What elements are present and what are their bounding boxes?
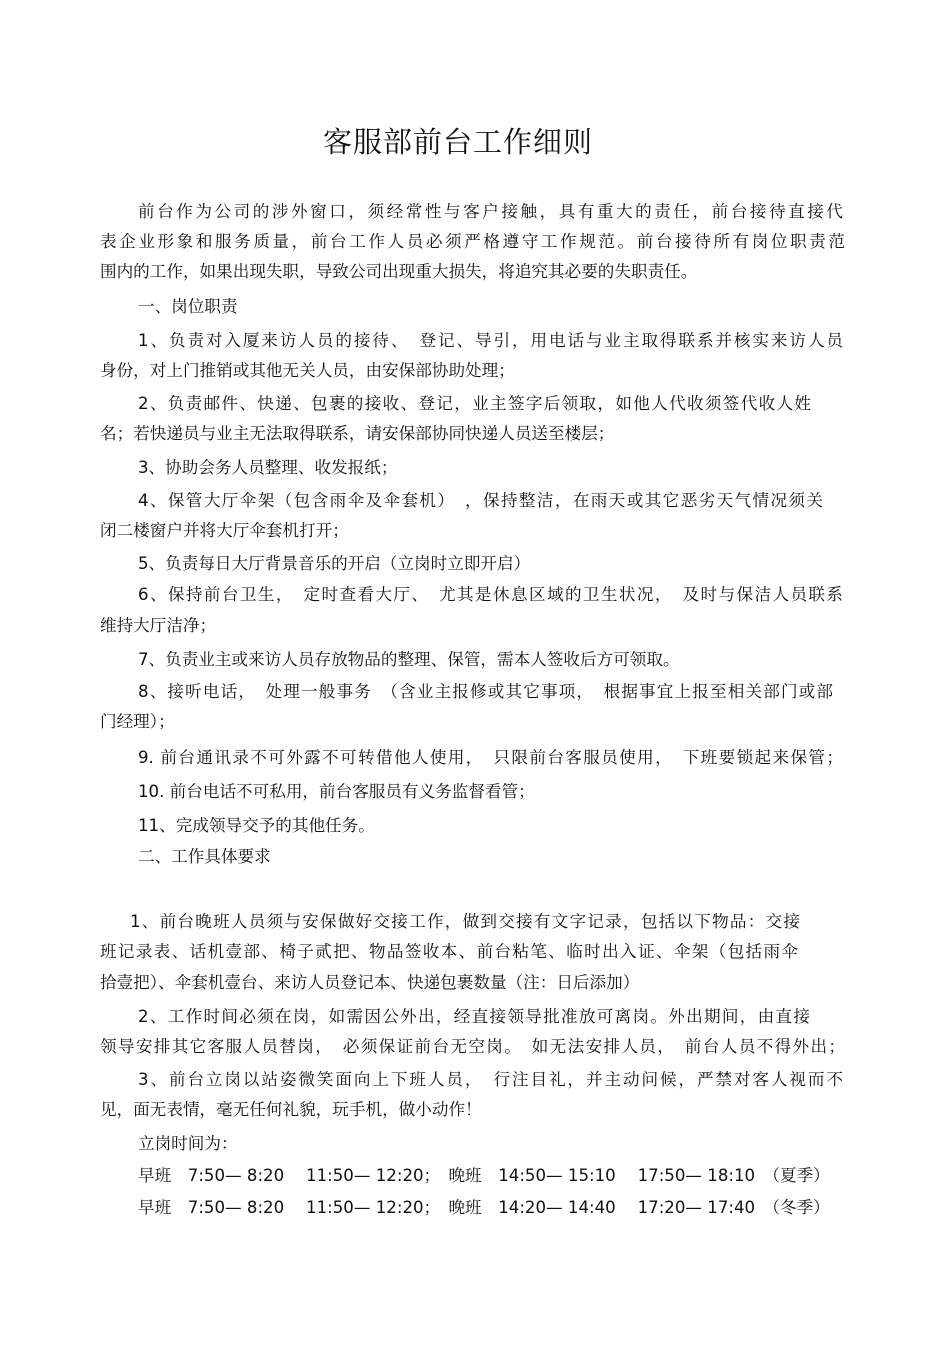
- duty-item-cont: 闭二楼窗户并将大厅伞套机打开；: [100, 521, 349, 540]
- requirement-item: 3、前台立岗以站姿微笑面向上下班人员， 行注目礼，并主动问候，严禁对客人视而不: [138, 1070, 843, 1089]
- duty-item: 10. 前台电话不可私用，前台客服员有义务监督看管；: [138, 782, 535, 801]
- duty-item: 9. 前台通讯录不可外露不可转借他人使用， 只限前台客服员使用， 下班要锁起来保管；: [138, 748, 843, 767]
- duty-item: 7、负责业主或来访人员存放物品的整理、保管，需本人签收后方可领取。: [138, 650, 680, 669]
- duty-item: 2、负责邮件、快递、包裹的接收、登记，业主签字后领取，如他人代收须签代收人姓: [138, 394, 811, 413]
- duty-item: 5、负责每日大厅背景音乐的开启（立岗时立即开启）: [138, 554, 531, 573]
- section-heading: 一、岗位职责: [138, 297, 238, 316]
- schedule-heading: 立岗时间为：: [138, 1134, 238, 1153]
- requirement-item-cont: 见，面无表情，毫无任何礼貌，玩手机，做小动作！: [100, 1100, 482, 1119]
- document-title: 客服部前台工作细则: [322, 125, 593, 159]
- duty-item-cont: 门经理）；: [100, 712, 175, 731]
- duty-item: 3、协助会务人员整理、收发报纸；: [138, 458, 398, 477]
- duty-item-cont: 维持大厅洁净；: [100, 616, 217, 635]
- requirement-item-cont: 领导安排其它客服人员替岗， 必须保证前台无空岗。 如无法安排人员， 前台人员不得外出；: [100, 1037, 845, 1056]
- requirement-item: 2、工作时间必须在岗，如需因公外出，经直接领导批准放可离岗。外出期间，由直接: [138, 1007, 810, 1026]
- duty-item: 11、完成领导交予的其他任务。: [138, 816, 375, 835]
- duty-item: 1、负责对入厦来访人员的接待、 登记、导引，用电话与业主取得联系并核实来访人员: [138, 331, 843, 350]
- schedule-row-winter: 早班 7:50— 8:20 11:50— 12:20； 晚班 14:20— 14:40 17:20— 17:40 （冬季）: [138, 1198, 830, 1217]
- requirement-item-cont: 拾壹把）、伞套机壹台、来访人员登记本、快递包裹数量（注：日后添加）: [100, 973, 640, 992]
- duty-item: 6、保持前台卫生， 定时查看大厅、 尤其是休息区域的卫生状况， 及时与保洁人员联系: [138, 585, 843, 604]
- duty-item: 4、保管大厅伞架（包含雨伞及伞套机） ，保持整洁，在雨天或其它恶劣天气情况须关: [138, 491, 823, 510]
- intro-line: 表企业形象和服务质量，前台工作人员必须严格遵守工作规范。前台接待所有岗位职责范: [100, 232, 845, 251]
- duty-item-cont: 身份，对上门推销或其他无关人员，由安保部协助处理；: [100, 361, 515, 380]
- duty-item-cont: 名；若快递员与业主无法取得联系，请安保部协同快递人员送至楼层；: [100, 424, 615, 443]
- requirement-item: 1、前台晚班人员须与安保做好交接工作，做到交接有文字记录，包括以下物品：交接: [130, 912, 800, 931]
- schedule-row-summer: 早班 7:50— 8:20 11:50— 12:20； 晚班 14:50— 15:10 17:50— 18:10 （夏季）: [138, 1166, 830, 1185]
- requirement-item-cont: 班记录表、话机壹部、椅子贰把、物品签收本、前台粘笔、临时出入证、伞架（包括雨伞: [100, 942, 798, 961]
- duty-item: 8、接听电话， 处理一般事务 （含业主报修或其它事项， 根据事宜上报至相关部门或部: [138, 682, 833, 701]
- intro-line: 前台作为公司的涉外窗口，须经常性与客户接触，具有重大的责任，前台接待直接代: [138, 202, 843, 221]
- intro-line: 围内的工作，如果出现失职，导致公司出现重大损失，将追究其必要的失职责任。: [100, 262, 698, 281]
- section-heading: 二、工作具体要求: [138, 847, 271, 866]
